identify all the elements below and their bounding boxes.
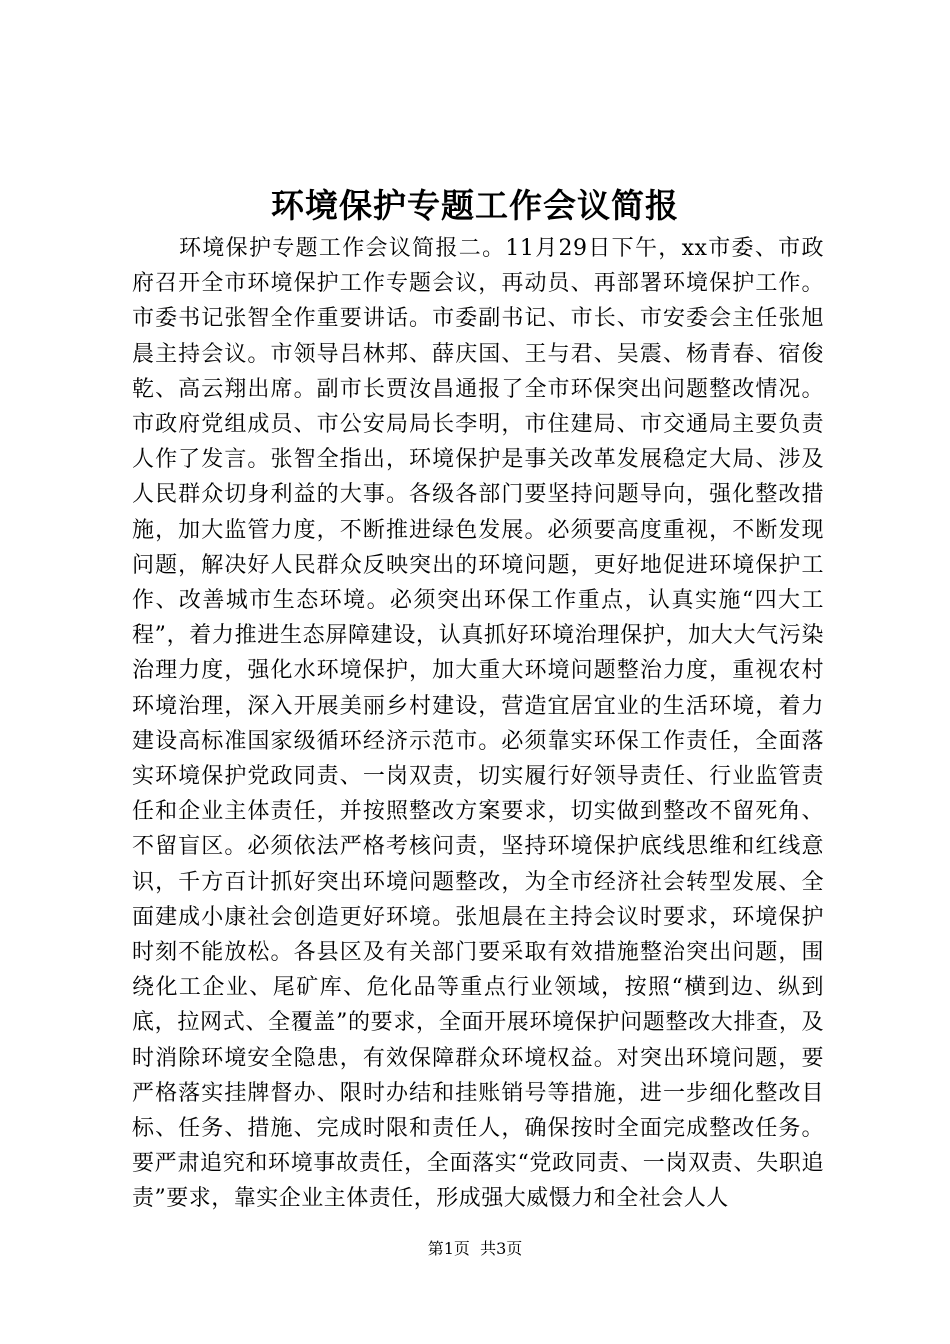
page-total: 共3页 <box>480 1239 523 1258</box>
page-number: 第1页 <box>427 1239 470 1258</box>
footer-separator <box>470 1239 480 1258</box>
page-footer <box>0 1238 950 1260</box>
document-title: 环境保护专题工作会议简报 <box>271 186 679 225</box>
document-body-paragraph: 环境保护专题工作会议简报二。11月29日下午，xx市委、市政府召开全市环境保护工作专题会议，再动员、再部署环境保护工作。市委书记张智全作重要讲话。市委副书记、市长、市安委会主任张旭晨主持会议。市领导吕林邦、薛庆国、王与君、吴震、杨青春、宿俊乾、高云翔出席。副市长贾汝昌通报了全市环保突出问题整改情况。市政府党组成员、市公安局局长李明，市住建局、市交通局主要负责人作了发言。张智全指出，环境保护是事关改革发展稳定大局、涉及人民群众切身利益的大事。各级各部门要坚持问题导向，强化整改措施，加大监管力度，不断推进绿色发展。必须要高度重视，不断发现问题，解决好人民群众反映突出的环境问题，更好地促进环境保护工作、改善城市生态环境。必须突出环保工作重点，认真实施“四大工程”，着力推进生态屏障建设，认真抓好环境治理保护，加大大气污染治理力度，强化水环境保护，加大重大环境问题整治力度，重视农村环境治理，深入开展美丽乡村建设，营造宜居宜业的生活环境，着力建设高标准国家级循环经济示范市。必须靠实环保工作责任，全面落实环境保护党政同责、一岗双责，切实履行好领导责任、行业监管责任和企业主体责任，并按照整改方案要求，切实做到整改不留死角、不留盲区。必须依法严格考核问责，坚持环境保护底线思维和红线意识，千方百计抓好突出环境问题整改，为全市经济社会转型发展、全面建成小康社会创造更好环境。张旭晨在主持会议时要求，环境保护时刻不能放松。各县区及有关部门要采取有效措施整治突出问题，围绕化工企业、尾矿库、危化品等重点行业领域，按照“横到边、纵到底，拉网式、全覆盖”的要求，全面开展环境保护问题整改大排查，及时消除环境安全隐患，有效保障群众环境权益。对突出环境问题，要严格落实挂牌督办、限时办结和挂账销号等措施，进一步细化整改目标、任务、措施、完成时限和责任人，确保按时全面完成整改任务。要严肃追究和环境事故责任，全面落实“党政同责、一岗双责、失职追责”要求，靠实企业主体责任，形成强大威慑力和全社会人人 <box>132 236 824 1212</box>
